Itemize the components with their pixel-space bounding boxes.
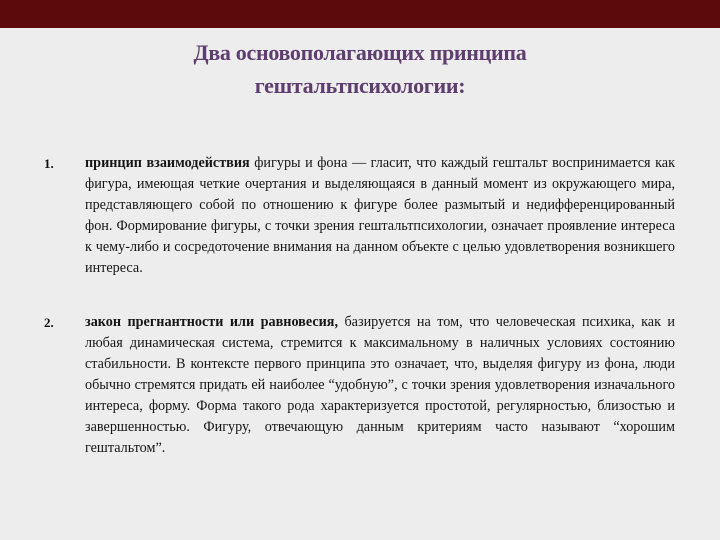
item-body: фигуры и фона — гласит, что каждый гештальт воспринимается как фигура, имеющая четкие очертания и выделяющаяся в данный момент из окружающего мира, представляющего собой по отношению к фигуре более размытый и недифференцированный фон. Формирование фигуры, с точки зрения гештальтпсихологии, означает проявление интереса к чему-либо и сосредоточение внимания на данном объекте с целью удовлетворения возникшего интереса. bbox=[85, 155, 675, 276]
item-term: принцип взаимодействия bbox=[85, 155, 250, 171]
item-text bbox=[85, 153, 675, 279]
page-title bbox=[110, 36, 610, 102]
top-bar bbox=[0, 0, 720, 28]
item-term: закон прегнантности или равновесия, bbox=[85, 314, 339, 330]
item-number: 2. bbox=[44, 315, 54, 330]
item-body: базируется на том, что человеческая психика, как и любая динамическая система, стремится к максимальному в наличных условиях состоянию стабильности. В контексте первого принципа это означает, что, выделяя фигуру из фона, люди обычно стремятся придать ей наиболее “удобную”, с точки зрения удовлетворения изначального интереса, форму. Форма такого рода характеризуется простотой, регулярностью, близостью и завершенностью. Фигуру, отвечающую данным критериям часто называют “хорошим гештальтом”. bbox=[85, 314, 675, 456]
title-line-1: Два основополагающих принципа bbox=[193, 40, 527, 65]
title-line-2: гештальтпсихологии: bbox=[254, 73, 466, 98]
item-text bbox=[85, 312, 675, 459]
item-number: 1. bbox=[44, 156, 54, 171]
